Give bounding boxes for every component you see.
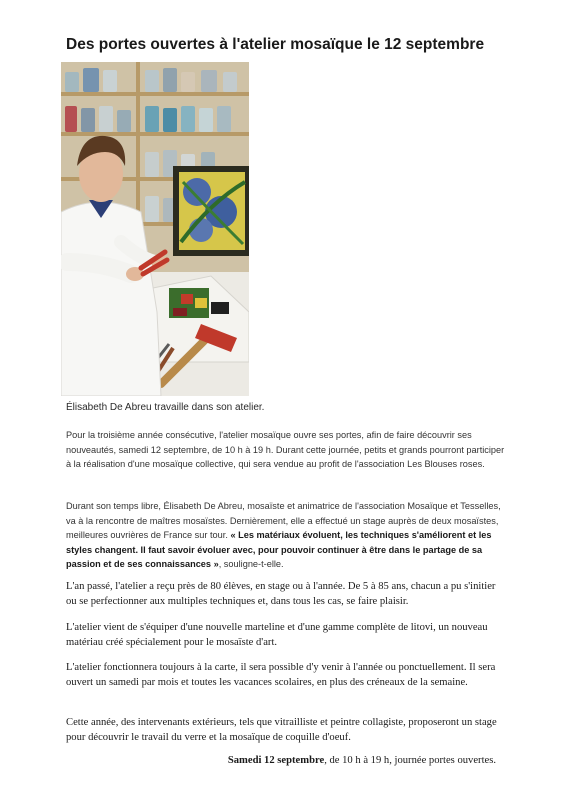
article-title: Des portes ouvertes à l'atelier mosaïque le 12 septembre	[66, 36, 485, 53]
paragraph-mosaiste-lead: Durant son temps libre, Élisabeth De Abreu, mosaïste et animatrice de l'association Mosaïque et Tesselles, va à la rencontre de maîtres mosaïstes. Dernièrement, elle a effectué un stage auprès de deux mosaïstes, meilleures ouvrières de France sur tour.	[66, 501, 501, 540]
closing-rest: , de 10 h à 19 h, journée portes ouvertes.	[324, 755, 496, 766]
paragraph-mosaiste-tail: , souligne-t-elle.	[218, 559, 284, 569]
closing-line	[66, 754, 496, 769]
paragraph-mosaiste	[66, 499, 506, 572]
photo-caption: Élisabeth De Abreu travaille dans son atelier.	[66, 402, 265, 413]
paragraph-intervenants: Cette année, des intervenants extérieurs, tels que vitrailliste et peintre collagiste, proposeront un stage pour découvrir le travail du verre et la mosaïque de coquille d'oeuf.	[66, 717, 497, 743]
paragraph-equipement: L'atelier vient de s'équiper d'une nouvelle marteline et d'une gamme complète de litovi, un nouveau matériau créé spécialement pour le mosaïste d'art.	[66, 622, 488, 648]
closing-date: Samedi 12 septembre	[227, 755, 325, 766]
paragraph-intro: Pour la troisième année consécutive, l'atelier mosaïque ouvre ses portes, afin de faire découvrir ses nouveautés, samedi 12 septembre, de 10 h à 19 h. Durant cette journée, petits et grands pourront participer à la réalisation d'une mosaïque collective, qui sera vendue au profit de l'association Les Blouses roses.	[66, 430, 505, 469]
quote-text: « Les matériaux évoluent, les techniques s'améliorent et les styles changent. Il faut savoir évoluer avec, pour pouvoir continuer à être dans le partage de sa passion et de ses connaissances »	[66, 530, 492, 569]
article-photo	[61, 62, 249, 396]
paragraph-eleves: L'an passé, l'atelier a reçu près de 80 élèves, en stage ou à l'année. De 5 à 85 ans, chacun a pu s'initier ou se perfectionner aux multiples techniques et, dans tous les cas, se faire plaisir.	[66, 581, 496, 607]
paragraph-fonctionnement: L'atelier fonctionnera toujours à la carte, il sera possible d'y venir à l'année ou ponctuellement. Il sera ouvert un samedi par mois et toutes les vacances scolaires, en plus des créneaux de la semaine.	[66, 662, 496, 688]
